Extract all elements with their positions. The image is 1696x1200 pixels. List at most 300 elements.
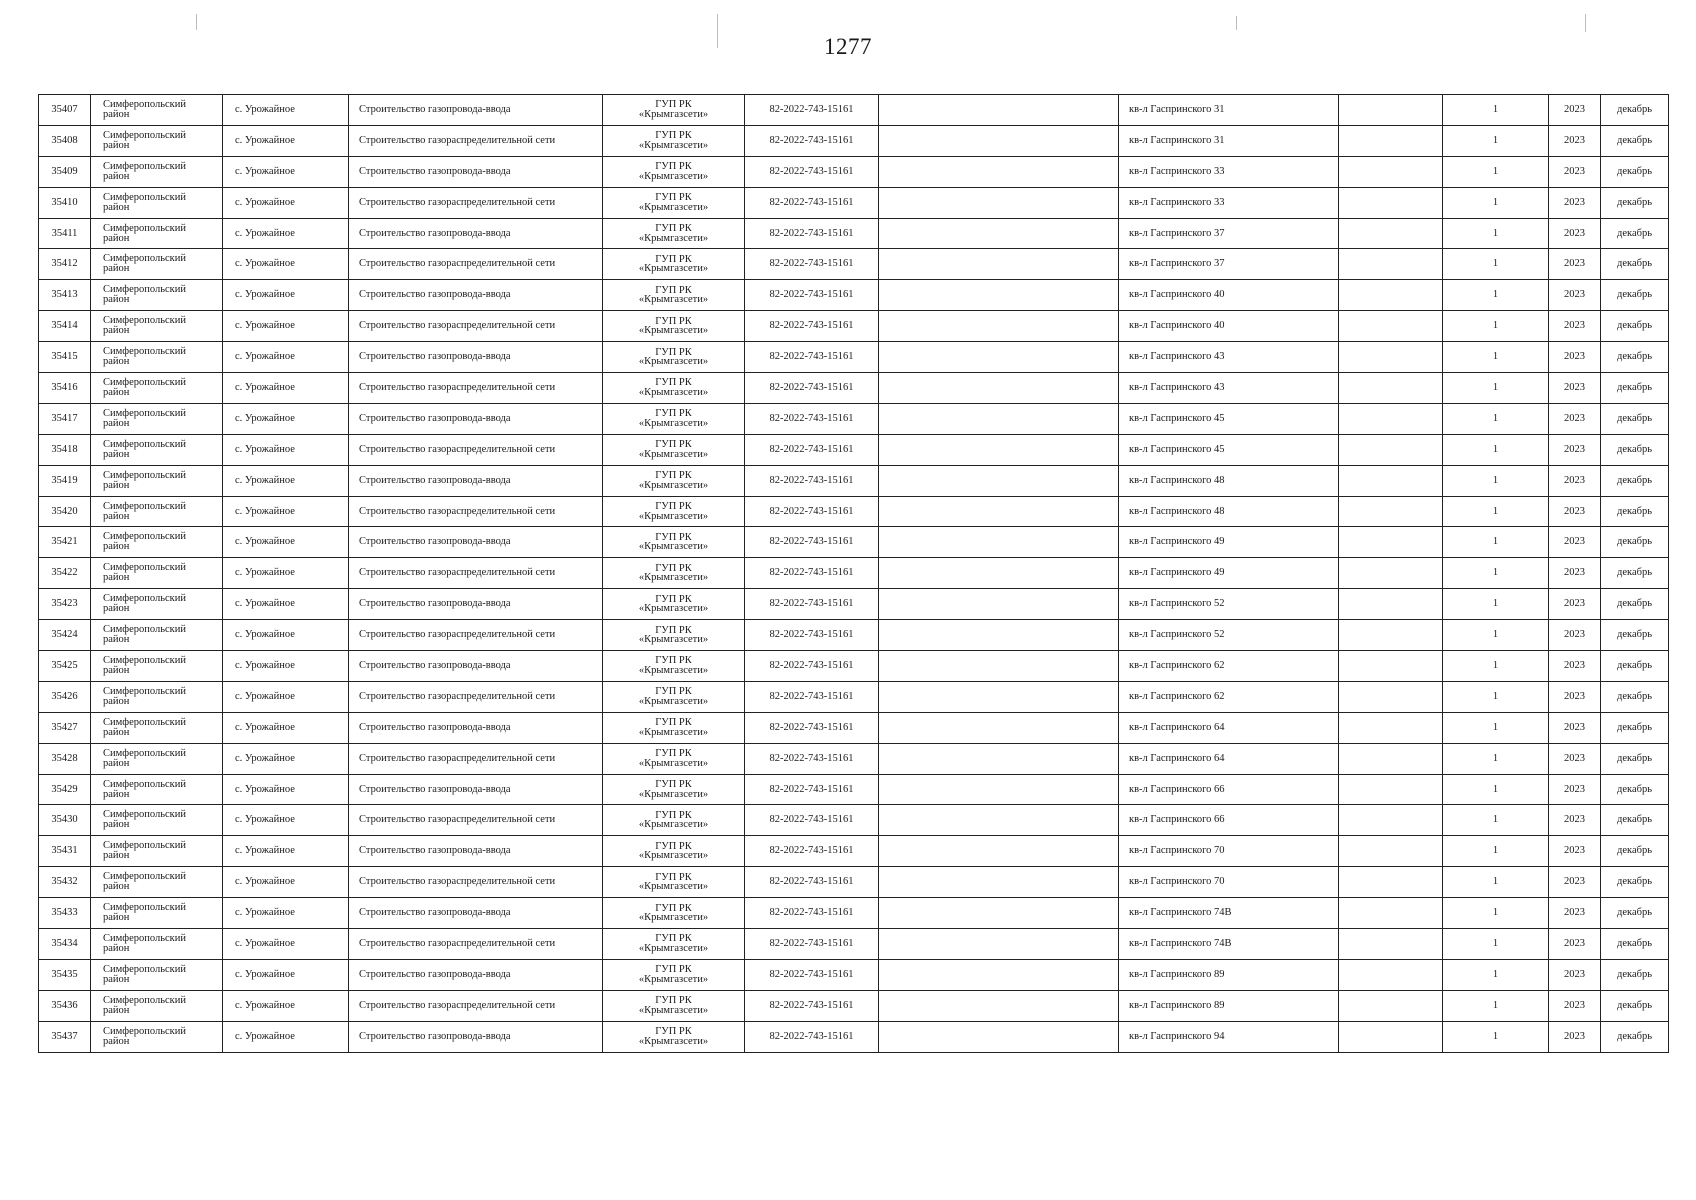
year-cell: 2023 — [1549, 156, 1601, 187]
quantity-cell: 1 — [1443, 620, 1549, 651]
village-cell: с. Урожайное — [223, 125, 349, 156]
year-cell: 2023 — [1549, 95, 1601, 126]
village-cell: с. Урожайное — [223, 681, 349, 712]
district-line1: Симферопольский — [103, 160, 186, 172]
program-code-cell: 82-2022-743-15161 — [745, 465, 879, 496]
empty-cell — [1339, 403, 1443, 434]
district-line1: Симферопольский — [103, 809, 186, 821]
district-line2: район — [103, 170, 130, 182]
work-type-cell: Строительство газораспределительной сети — [349, 990, 603, 1021]
empty-cell — [879, 311, 1119, 342]
address-cell: кв-л Гаспринского 40 — [1119, 280, 1339, 311]
year-cell: 2023 — [1549, 403, 1601, 434]
year-cell: 2023 — [1549, 620, 1601, 651]
village-cell: с. Урожайное — [223, 990, 349, 1021]
year-cell: 2023 — [1549, 743, 1601, 774]
year-cell: 2023 — [1549, 527, 1601, 558]
row-number: 35436 — [39, 990, 91, 1021]
table-row — [39, 867, 1669, 898]
district-cell — [91, 125, 223, 156]
organization-cell — [603, 620, 745, 651]
district-line1: Симферопольский — [103, 469, 186, 481]
quantity-cell: 1 — [1443, 156, 1549, 187]
organization-line1: ГУП РК — [655, 748, 692, 760]
quantity-cell: 1 — [1443, 681, 1549, 712]
empty-cell — [1339, 527, 1443, 558]
district-cell — [91, 712, 223, 743]
empty-cell — [1339, 836, 1443, 867]
empty-cell — [1339, 589, 1443, 620]
organization-cell — [603, 465, 745, 496]
empty-cell — [1339, 743, 1443, 774]
district-line2: район — [103, 664, 130, 676]
quantity-cell: 1 — [1443, 651, 1549, 682]
quantity-cell: 1 — [1443, 990, 1549, 1021]
address-cell: кв-л Гаспринского 62 — [1119, 651, 1339, 682]
month-cell: декабрь — [1601, 311, 1669, 342]
empty-cell — [879, 496, 1119, 527]
organization-line1: ГУП РК — [655, 964, 692, 976]
month-cell: декабрь — [1601, 496, 1669, 527]
work-type-cell: Строительство газопровода-ввода — [349, 712, 603, 743]
organization-cell — [603, 867, 745, 898]
organization-line1: ГУП РК — [655, 346, 692, 358]
district-line2: район — [103, 819, 130, 831]
district-line1: Симферопольский — [103, 902, 186, 914]
village-cell: с. Урожайное — [223, 465, 349, 496]
month-cell: декабрь — [1601, 156, 1669, 187]
organization-cell — [603, 743, 745, 774]
district-cell — [91, 527, 223, 558]
work-type-cell: Строительство газораспределительной сети — [349, 743, 603, 774]
district-line2: район — [103, 1004, 130, 1016]
district-line2: район — [103, 201, 130, 213]
year-cell: 2023 — [1549, 651, 1601, 682]
table-row — [39, 465, 1669, 496]
quantity-cell: 1 — [1443, 403, 1549, 434]
empty-cell — [879, 280, 1119, 311]
empty-cell — [879, 434, 1119, 465]
address-cell: кв-л Гаспринского 70 — [1119, 836, 1339, 867]
table-row — [39, 805, 1669, 836]
year-cell: 2023 — [1549, 805, 1601, 836]
address-cell: кв-л Гаспринского 48 — [1119, 496, 1339, 527]
table-row — [39, 527, 1669, 558]
empty-cell — [879, 527, 1119, 558]
address-cell: кв-л Гаспринского 45 — [1119, 434, 1339, 465]
district-cell — [91, 373, 223, 404]
address-cell: кв-л Гаспринского 74В — [1119, 898, 1339, 929]
organization-line2: «Крымгазсети» — [638, 139, 709, 151]
scan-speck — [1236, 16, 1237, 30]
table-row — [39, 681, 1669, 712]
organization-cell — [603, 249, 745, 280]
work-type-cell: Строительство газопровода-ввода — [349, 898, 603, 929]
district-cell — [91, 496, 223, 527]
table-row — [39, 249, 1669, 280]
organization-line1: ГУП РК — [655, 1026, 692, 1038]
table-row — [39, 774, 1669, 805]
row-number: 35415 — [39, 342, 91, 373]
table-row — [39, 929, 1669, 960]
organization-line1: ГУП РК — [655, 933, 692, 945]
program-code-cell: 82-2022-743-15161 — [745, 558, 879, 589]
program-code-cell: 82-2022-743-15161 — [745, 774, 879, 805]
empty-cell — [1339, 249, 1443, 280]
month-cell: декабрь — [1601, 342, 1669, 373]
empty-cell — [1339, 620, 1443, 651]
quantity-cell: 1 — [1443, 558, 1549, 589]
year-cell: 2023 — [1549, 1021, 1601, 1052]
row-number: 35411 — [39, 218, 91, 249]
empty-cell — [879, 342, 1119, 373]
organization-line2: «Крымгазсети» — [638, 479, 709, 491]
month-cell: декабрь — [1601, 743, 1669, 774]
district-line1: Симферопольский — [103, 98, 186, 110]
year-cell: 2023 — [1549, 929, 1601, 960]
work-type-cell: Строительство газопровода-ввода — [349, 218, 603, 249]
address-cell: кв-л Гаспринского 66 — [1119, 774, 1339, 805]
quantity-cell: 1 — [1443, 1021, 1549, 1052]
year-cell: 2023 — [1549, 465, 1601, 496]
work-type-cell: Строительство газопровода-ввода — [349, 280, 603, 311]
quantity-cell: 1 — [1443, 898, 1549, 929]
address-cell: кв-л Гаспринского 37 — [1119, 218, 1339, 249]
district-line1: Симферопольский — [103, 531, 186, 543]
table-body — [39, 95, 1669, 1053]
empty-cell — [1339, 496, 1443, 527]
month-cell: декабрь — [1601, 249, 1669, 280]
district-line1: Симферопольский — [103, 253, 186, 265]
organization-line1: ГУП РК — [655, 501, 692, 513]
district-line1: Симферопольский — [103, 438, 186, 450]
empty-cell — [1339, 311, 1443, 342]
row-number: 35410 — [39, 187, 91, 218]
row-number: 35413 — [39, 280, 91, 311]
address-cell: кв-л Гаспринского 49 — [1119, 558, 1339, 589]
organization-cell — [603, 280, 745, 311]
district-cell — [91, 187, 223, 218]
village-cell: с. Урожайное — [223, 620, 349, 651]
quantity-cell: 1 — [1443, 434, 1549, 465]
work-type-cell: Строительство газораспределительной сети — [349, 187, 603, 218]
empty-cell — [879, 990, 1119, 1021]
work-type-cell: Строительство газопровода-ввода — [349, 95, 603, 126]
row-number: 35433 — [39, 898, 91, 929]
district-line2: район — [103, 325, 130, 337]
village-cell: с. Урожайное — [223, 959, 349, 990]
district-line1: Симферопольский — [103, 191, 186, 203]
district-line1: Симферопольский — [103, 407, 186, 419]
quantity-cell: 1 — [1443, 743, 1549, 774]
empty-cell — [1339, 712, 1443, 743]
district-cell — [91, 990, 223, 1021]
register-table — [38, 94, 1669, 1053]
empty-cell — [879, 95, 1119, 126]
district-line2: район — [103, 448, 130, 460]
month-cell: декабрь — [1601, 558, 1669, 589]
program-code-cell: 82-2022-743-15161 — [745, 620, 879, 651]
quantity-cell: 1 — [1443, 373, 1549, 404]
program-code-cell: 82-2022-743-15161 — [745, 496, 879, 527]
work-type-cell: Строительство газораспределительной сети — [349, 929, 603, 960]
table-row — [39, 589, 1669, 620]
month-cell: декабрь — [1601, 805, 1669, 836]
organization-line2: «Крымгазсети» — [638, 881, 709, 893]
program-code-cell: 82-2022-743-15161 — [745, 681, 879, 712]
row-number: 35417 — [39, 403, 91, 434]
work-type-cell: Строительство газораспределительной сети — [349, 311, 603, 342]
organization-cell — [603, 959, 745, 990]
quantity-cell: 1 — [1443, 959, 1549, 990]
organization-line1: ГУП РК — [655, 717, 692, 729]
district-cell — [91, 959, 223, 990]
scan-speck — [1585, 14, 1586, 32]
district-line1: Симферопольский — [103, 654, 186, 666]
year-cell: 2023 — [1549, 558, 1601, 589]
program-code-cell: 82-2022-743-15161 — [745, 836, 879, 867]
organization-cell — [603, 898, 745, 929]
table-row — [39, 434, 1669, 465]
program-code-cell: 82-2022-743-15161 — [745, 651, 879, 682]
row-number: 35434 — [39, 929, 91, 960]
program-code-cell: 82-2022-743-15161 — [745, 342, 879, 373]
village-cell: с. Урожайное — [223, 311, 349, 342]
empty-cell — [1339, 651, 1443, 682]
work-type-cell: Строительство газораспределительной сети — [349, 125, 603, 156]
empty-cell — [879, 712, 1119, 743]
quantity-cell: 1 — [1443, 836, 1549, 867]
scan-speck — [717, 14, 718, 48]
year-cell: 2023 — [1549, 959, 1601, 990]
empty-cell — [879, 125, 1119, 156]
village-cell: с. Урожайное — [223, 867, 349, 898]
row-number: 35423 — [39, 589, 91, 620]
empty-cell — [879, 156, 1119, 187]
program-code-cell: 82-2022-743-15161 — [745, 125, 879, 156]
quantity-cell: 1 — [1443, 774, 1549, 805]
quantity-cell: 1 — [1443, 496, 1549, 527]
quantity-cell: 1 — [1443, 95, 1549, 126]
organization-line2: «Крымгазсети» — [638, 448, 709, 460]
month-cell: декабрь — [1601, 651, 1669, 682]
organization-cell — [603, 342, 745, 373]
district-line2: район — [103, 263, 130, 275]
program-code-cell: 82-2022-743-15161 — [745, 589, 879, 620]
empty-cell — [879, 836, 1119, 867]
organization-line1: ГУП РК — [655, 624, 692, 636]
organization-line2: «Крымгазсети» — [638, 788, 709, 800]
organization-cell — [603, 774, 745, 805]
empty-cell — [1339, 867, 1443, 898]
district-line2: район — [103, 510, 130, 522]
village-cell: с. Урожайное — [223, 836, 349, 867]
organization-cell — [603, 712, 745, 743]
village-cell: с. Урожайное — [223, 1021, 349, 1052]
table-row — [39, 620, 1669, 651]
quantity-cell: 1 — [1443, 218, 1549, 249]
month-cell: декабрь — [1601, 620, 1669, 651]
district-cell — [91, 218, 223, 249]
district-cell — [91, 311, 223, 342]
table-row — [39, 898, 1669, 929]
program-code-cell: 82-2022-743-15161 — [745, 249, 879, 280]
address-cell: кв-л Гаспринского 43 — [1119, 373, 1339, 404]
year-cell: 2023 — [1549, 125, 1601, 156]
village-cell: с. Урожайное — [223, 805, 349, 836]
district-line1: Симферопольский — [103, 747, 186, 759]
district-line1: Симферопольский — [103, 716, 186, 728]
village-cell: с. Урожайное — [223, 434, 349, 465]
month-cell: декабрь — [1601, 403, 1669, 434]
organization-line1: ГУП РК — [655, 871, 692, 883]
empty-cell — [1339, 774, 1443, 805]
quantity-cell: 1 — [1443, 311, 1549, 342]
organization-line1: ГУП РК — [655, 902, 692, 914]
district-line2: район — [103, 108, 130, 120]
organization-cell — [603, 187, 745, 218]
organization-line1: ГУП РК — [655, 161, 692, 173]
work-type-cell: Строительство газораспределительной сети — [349, 249, 603, 280]
table-row — [39, 712, 1669, 743]
empty-cell — [879, 249, 1119, 280]
row-number: 35418 — [39, 434, 91, 465]
table-row — [39, 403, 1669, 434]
district-cell — [91, 589, 223, 620]
organization-cell — [603, 311, 745, 342]
village-cell: с. Урожайное — [223, 342, 349, 373]
empty-cell — [1339, 898, 1443, 929]
address-cell: кв-л Гаспринского 43 — [1119, 342, 1339, 373]
village-cell: с. Урожайное — [223, 743, 349, 774]
organization-line2: «Крымгазсети» — [638, 170, 709, 182]
empty-cell — [879, 1021, 1119, 1052]
address-cell: кв-л Гаспринского 74В — [1119, 929, 1339, 960]
village-cell: с. Урожайное — [223, 403, 349, 434]
village-cell: с. Урожайное — [223, 774, 349, 805]
program-code-cell: 82-2022-743-15161 — [745, 311, 879, 342]
year-cell: 2023 — [1549, 681, 1601, 712]
work-type-cell: Строительство газораспределительной сети — [349, 434, 603, 465]
quantity-cell: 1 — [1443, 867, 1549, 898]
row-number: 35432 — [39, 867, 91, 898]
organization-line1: ГУП РК — [655, 562, 692, 574]
organization-cell — [603, 990, 745, 1021]
district-line1: Симферопольский — [103, 593, 186, 605]
row-number: 35429 — [39, 774, 91, 805]
village-cell: с. Урожайное — [223, 156, 349, 187]
month-cell: декабрь — [1601, 990, 1669, 1021]
organization-line1: ГУП РК — [655, 439, 692, 451]
work-type-cell: Строительство газопровода-ввода — [349, 836, 603, 867]
address-cell: кв-л Гаспринского 94 — [1119, 1021, 1339, 1052]
village-cell: с. Урожайное — [223, 898, 349, 929]
organization-line2: «Крымгазсети» — [638, 664, 709, 676]
district-cell — [91, 836, 223, 867]
address-cell: кв-л Гаспринского 31 — [1119, 95, 1339, 126]
organization-cell — [603, 95, 745, 126]
month-cell: декабрь — [1601, 125, 1669, 156]
empty-cell — [1339, 434, 1443, 465]
address-cell: кв-л Гаспринского 52 — [1119, 620, 1339, 651]
work-type-cell: Строительство газопровода-ввода — [349, 651, 603, 682]
empty-cell — [879, 187, 1119, 218]
empty-cell — [1339, 218, 1443, 249]
row-number: 35420 — [39, 496, 91, 527]
district-line1: Симферопольский — [103, 129, 186, 141]
district-line1: Симферопольский — [103, 624, 186, 636]
organization-line2: «Крымгазсети» — [638, 510, 709, 522]
organization-cell — [603, 1021, 745, 1052]
organization-line2: «Крымгазсети» — [638, 850, 709, 862]
program-code-cell: 82-2022-743-15161 — [745, 187, 879, 218]
row-number: 35407 — [39, 95, 91, 126]
organization-line1: ГУП РК — [655, 809, 692, 821]
address-cell: кв-л Гаспринского 66 — [1119, 805, 1339, 836]
empty-cell — [879, 558, 1119, 589]
table-row — [39, 156, 1669, 187]
row-number: 35421 — [39, 527, 91, 558]
scan-speck — [196, 14, 197, 30]
district-line1: Симферопольский — [103, 500, 186, 512]
row-number: 35419 — [39, 465, 91, 496]
month-cell: декабрь — [1601, 929, 1669, 960]
district-line2: район — [103, 479, 130, 491]
row-number: 35427 — [39, 712, 91, 743]
organization-line2: «Крымгазсети» — [638, 942, 709, 954]
empty-cell — [879, 651, 1119, 682]
village-cell: с. Урожайное — [223, 249, 349, 280]
work-type-cell: Строительство газораспределительной сети — [349, 681, 603, 712]
empty-cell — [879, 403, 1119, 434]
table-row — [39, 990, 1669, 1021]
address-cell: кв-л Гаспринского 49 — [1119, 527, 1339, 558]
district-line2: район — [103, 356, 130, 368]
organization-line1: ГУП РК — [655, 655, 692, 667]
work-type-cell: Строительство газораспределительной сети — [349, 620, 603, 651]
year-cell: 2023 — [1549, 990, 1601, 1021]
year-cell: 2023 — [1549, 187, 1601, 218]
work-type-cell: Строительство газораспределительной сети — [349, 805, 603, 836]
year-cell: 2023 — [1549, 712, 1601, 743]
program-code-cell: 82-2022-743-15161 — [745, 1021, 879, 1052]
year-cell: 2023 — [1549, 218, 1601, 249]
month-cell: декабрь — [1601, 373, 1669, 404]
district-line2: район — [103, 417, 130, 429]
organization-line2: «Крымгазсети» — [638, 417, 709, 429]
organization-line2: «Крымгазсети» — [638, 603, 709, 615]
quantity-cell: 1 — [1443, 342, 1549, 373]
organization-line2: «Крымгазсети» — [638, 541, 709, 553]
row-number: 35426 — [39, 681, 91, 712]
empty-cell — [1339, 280, 1443, 311]
row-number: 35416 — [39, 373, 91, 404]
district-line2: район — [103, 788, 130, 800]
quantity-cell: 1 — [1443, 249, 1549, 280]
row-number: 35435 — [39, 959, 91, 990]
organization-line2: «Крымгазсети» — [638, 726, 709, 738]
district-cell — [91, 403, 223, 434]
organization-line2: «Крымгазсети» — [638, 695, 709, 707]
district-line1: Симферопольский — [103, 222, 186, 234]
organization-line1: ГУП РК — [655, 377, 692, 389]
organization-cell — [603, 651, 745, 682]
organization-line2: «Крымгазсети» — [638, 819, 709, 831]
quantity-cell: 1 — [1443, 280, 1549, 311]
work-type-cell: Строительство газопровода-ввода — [349, 342, 603, 373]
month-cell: декабрь — [1601, 836, 1669, 867]
table-row — [39, 95, 1669, 126]
